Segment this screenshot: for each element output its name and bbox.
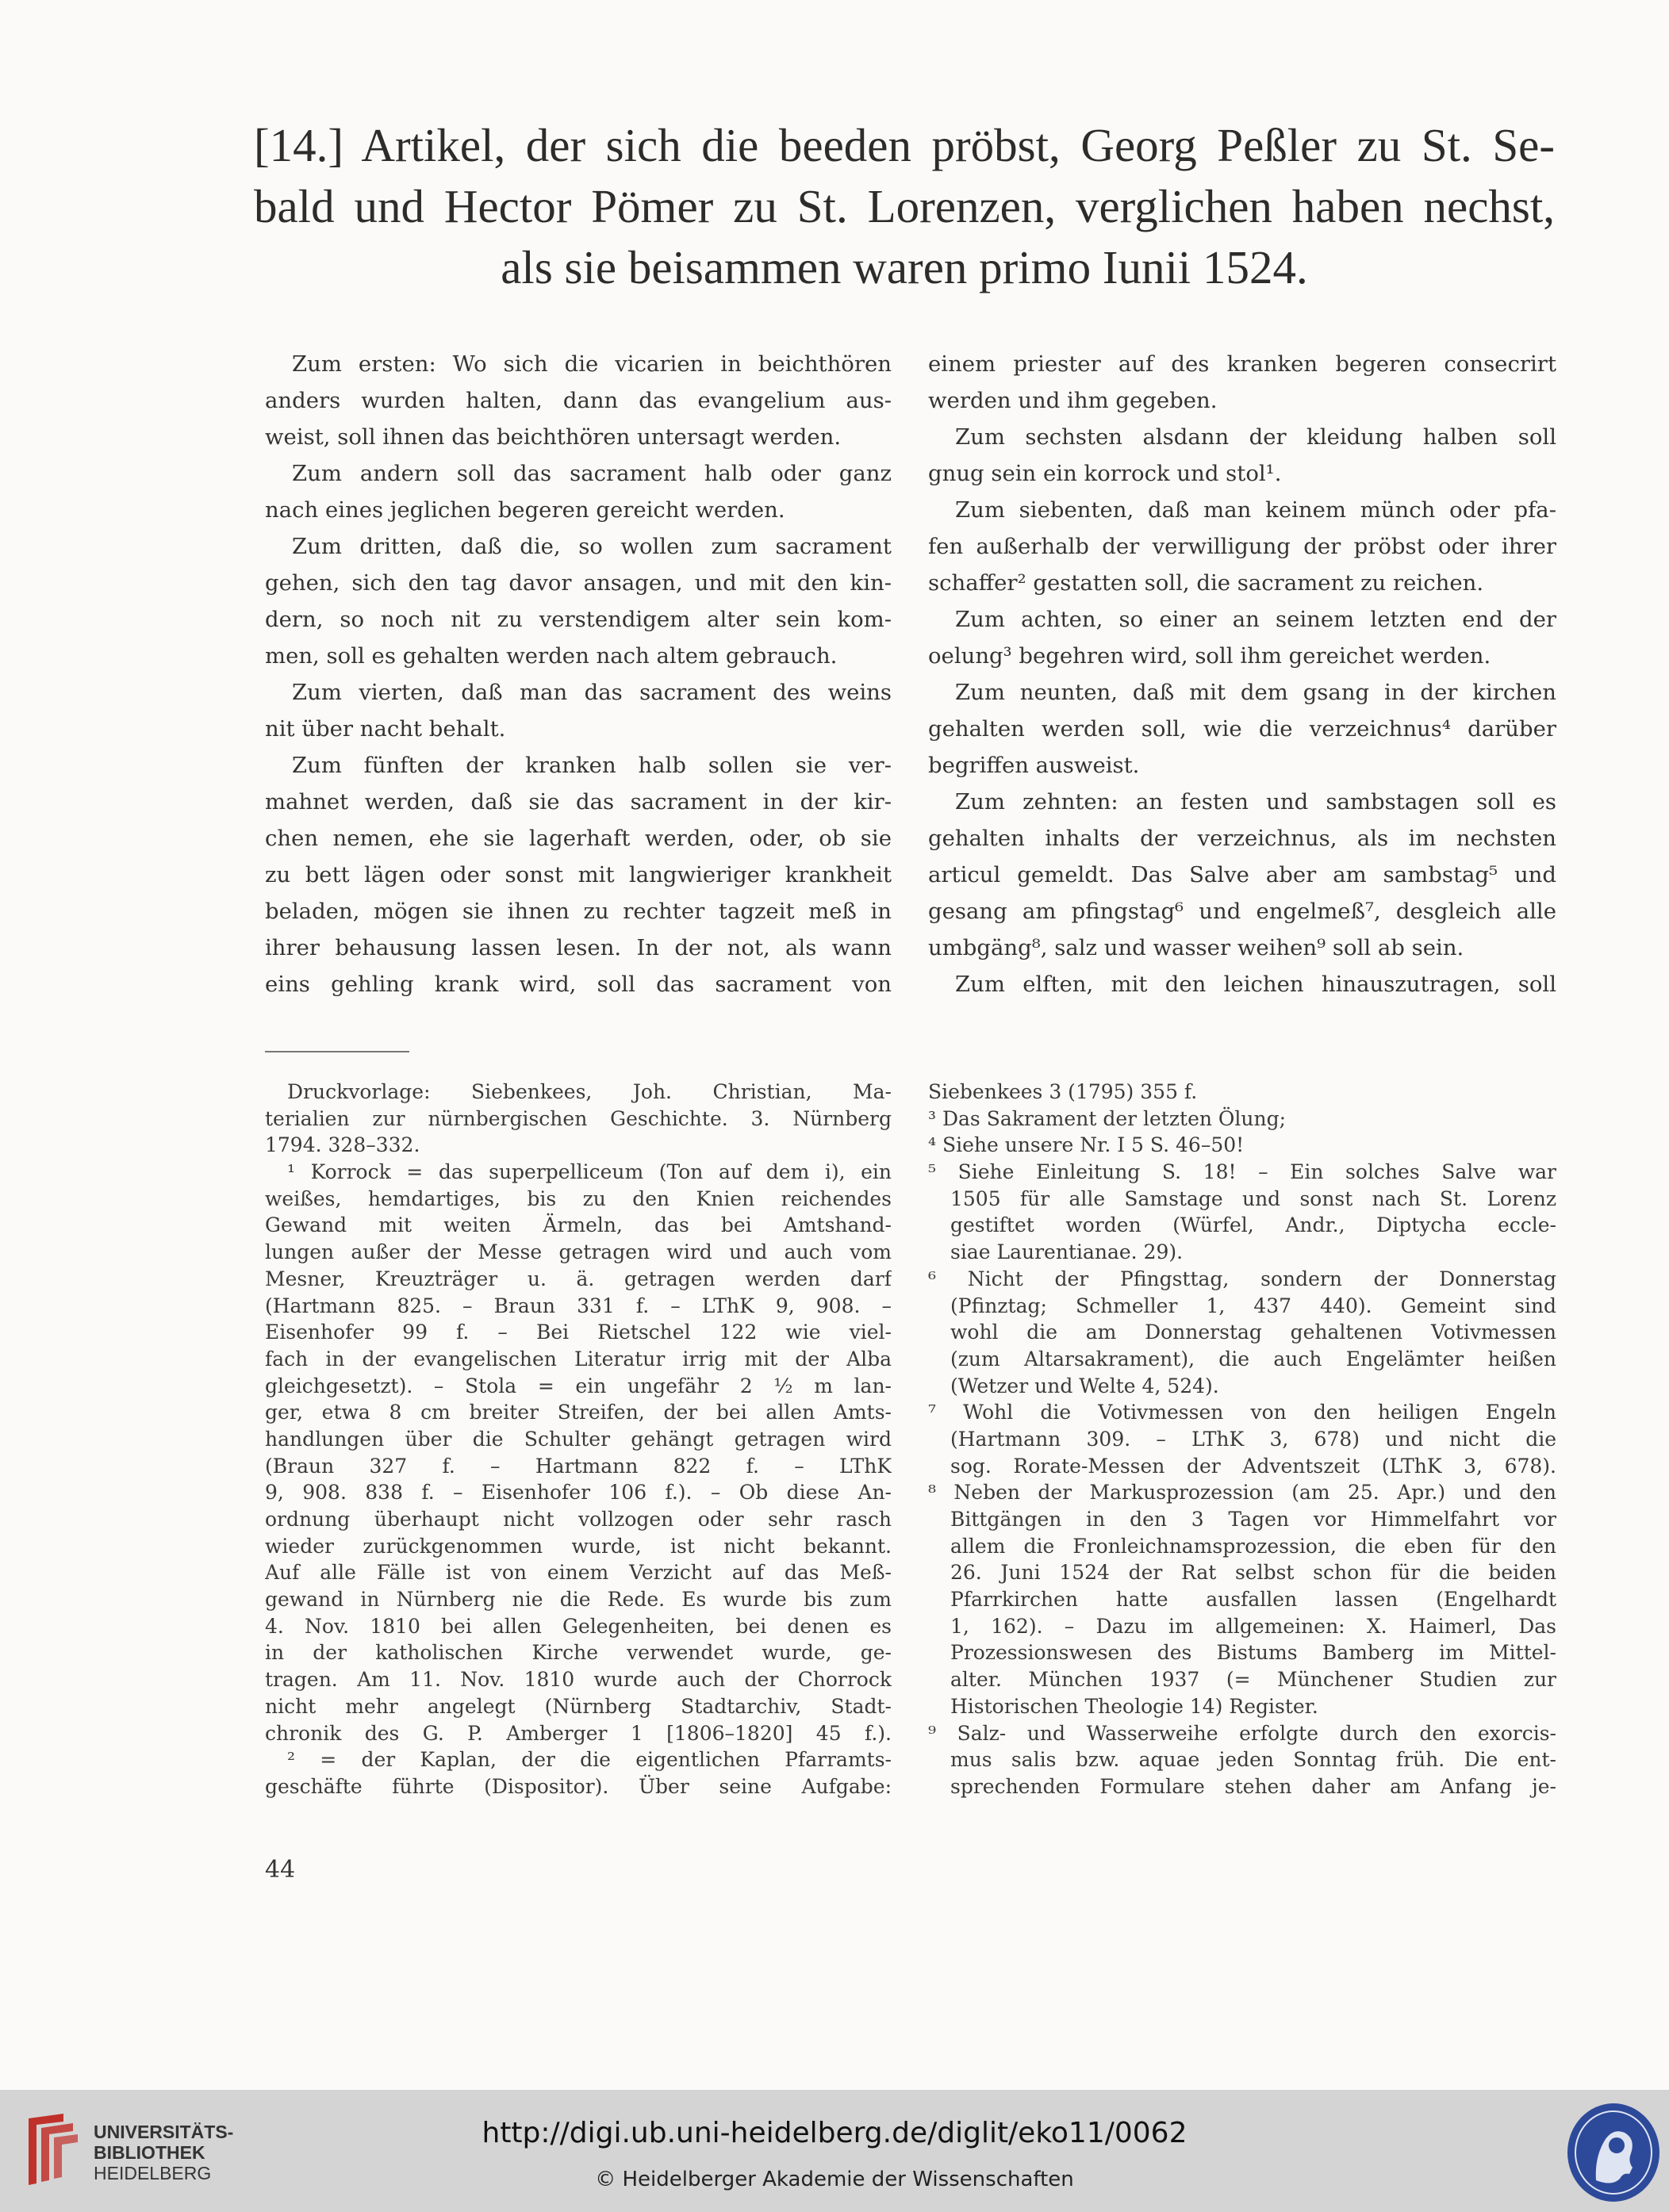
- footnote-line: terialien zur nürnbergischen Geschichte. 3. Nürnberg: [265, 1106, 892, 1130]
- footnote-line: ger, etwa 8 cm breiter Streifen, der bei allen Amts-: [265, 1401, 892, 1424]
- footnote-line: 4. Nov. 1810 bei allen Gelegenheiten, bei denen es: [265, 1614, 892, 1638]
- footnote-line: 9, 908. 838 f. – Eisenhofer 106 f.). – Ob diese An-: [265, 1481, 892, 1505]
- footnote-line: ⁵ Siehe Einleitung S. 18! – Ein solches Salve war: [928, 1160, 1556, 1184]
- footnote-line: (Hartmann 309. – LThK 3, 678) und nicht die: [950, 1427, 1556, 1451]
- footnote-line: ⁴ Siehe unsere Nr. I 5 S. 46–50!: [928, 1133, 1245, 1157]
- library-name-line: UNIVERSITÄTS-: [94, 2122, 234, 2142]
- text-line: Zum sechsten alsdann der kleidung halben soll: [955, 424, 1556, 450]
- footnote-line: 26. Juni 1524 der Rat selbst schon für die beiden: [950, 1561, 1556, 1585]
- text-line: Zum dritten, daß die, so wollen zum sacrament: [292, 534, 892, 559]
- text-line: gnug sein ein korrock und stol¹.: [928, 461, 1282, 486]
- text-line: articul gemeldt. Das Salve aber am sambstag⁵ und: [928, 862, 1556, 887]
- text-line: chen nemen, ehe sie lagerhaft werden, oder, ob sie: [265, 826, 892, 851]
- footnote-line: fach in der evangelischen Literatur irrig mit der Alba: [265, 1347, 892, 1371]
- text-line: beladen, mögen sie ihnen zu rechter tagzeit meß in: [265, 899, 892, 924]
- text-line: Zum achten, so einer an seinem letzten end der: [955, 607, 1556, 632]
- article-title: [254, 115, 1555, 298]
- text-line: Zum neunten, daß mit dem gsang in der kirchen: [955, 680, 1556, 705]
- text-line: fen außerhalb der verwilligung der pröbst oder ihrer: [928, 534, 1556, 559]
- footnotes-left: [265, 1079, 892, 1800]
- body-column-left: [265, 346, 892, 1002]
- footnote-line: Gewand mit weiten Ärmeln, das bei Amtshand-: [265, 1213, 892, 1237]
- footnote-line: mus salis bzw. aquae jeden Sonntag früh. Die ent-: [950, 1748, 1556, 1772]
- footnote-line: tragen. Am 11. Nov. 1810 wurde auch der Chorrock: [265, 1668, 892, 1692]
- text-line: gehalten werden soll, wie die verzeichnus⁴ darüber: [928, 716, 1556, 742]
- footnote-line: (Wetzer und Welte 4, 524).: [950, 1374, 1219, 1397]
- text-line: anders wurden halten, dann das evangelium aus-: [265, 388, 892, 413]
- footnote-line: 1505 für alle Samstage und sonst nach St. Lorenz: [950, 1187, 1556, 1210]
- library-name-line: BIBLIOTHEK: [94, 2142, 205, 2163]
- text-line: Zum siebenten, daß man keinem münch oder pfa-: [955, 497, 1556, 523]
- footnote-line: Mesner, Kreuzträger u. ä. getragen werden darf: [265, 1267, 892, 1290]
- title-line: als sie beisammen waren primo Iunii 1524.: [501, 241, 1308, 293]
- library-name-line: HEIDELBERG: [94, 2163, 212, 2183]
- page-number: 44: [265, 1856, 296, 1884]
- footnote-line: wohl die am Donnerstag gehaltenen Votivmessen: [950, 1321, 1556, 1344]
- footnote-line: ⁸ Neben der Markusprozession (am 25. Apr.) und den: [928, 1481, 1556, 1505]
- text-line: weist, soll ihnen das beichthören untersagt werden.: [265, 424, 842, 450]
- footnote-line: 1, 162). – Dazu im allgemeinen: X. Haimerl, Das: [950, 1614, 1556, 1638]
- footnote-line: chronik des G. P. Amberger 1 [1806–1820] 45 f.).: [265, 1721, 892, 1745]
- text-line: werden und ihm gegeben.: [928, 388, 1218, 413]
- footnote-line: Bittgängen in den 3 Tagen vor Himmelfahrt vor: [950, 1508, 1556, 1531]
- text-line: mahnet werden, daß sie das sacrament in der kir-: [265, 789, 892, 815]
- footnote-line: allem die Fronleichnamsprozession, die eben für den: [950, 1534, 1556, 1558]
- footnote-line: weißes, hemdartiges, bis zu den Knien reichendes: [265, 1187, 892, 1210]
- title-line: [14.] Artikel, der sich die beeden pröbst, Georg Peßler zu St. Se-: [254, 119, 1555, 171]
- text-line: gesang am pfingstag⁶ und engelmeß⁷, desgleich alle: [928, 899, 1556, 924]
- footnote-line: ¹ Korrock = das superpelliceum (Ton auf dem i), ein: [287, 1160, 892, 1184]
- text-line: begriffen ausweist.: [928, 753, 1140, 778]
- text-line: ihrer behausung lassen lesen. In der not, als wann: [265, 935, 892, 960]
- footnote-line: nicht mehr angelegt (Nürnberg Stadtarchiv, Stadt-: [265, 1694, 892, 1718]
- text-line: umbgäng⁸, salz und wasser weihen⁹ soll ab sein.: [928, 935, 1464, 960]
- footnote-line: gleichgesetzt). – Stola = ein ungefähr 2 ½ m lan-: [265, 1374, 892, 1397]
- footnote-line: gewand in Nürnberg nie die Rede. Es wurde bis zum: [265, 1588, 892, 1612]
- footnote-line: (Braun 327 f. – Hartmann 822 f. – LThK: [265, 1454, 892, 1478]
- text-line: zu bett lägen oder sonst mit langwieriger krankheit: [265, 862, 892, 887]
- title-line: bald und Hector Pömer zu St. Lorenzen, verglichen haben nechst,: [254, 180, 1555, 232]
- text-line: men, soll es gehalten werden nach altem gebrauch.: [265, 643, 838, 669]
- footnote-line: sprechenden Formulare stehen daher am Anfang je-: [950, 1774, 1556, 1798]
- digitization-footer: [0, 2090, 1669, 2212]
- footnote-line: Auf alle Fälle ist von einem Verzicht auf das Meß-: [265, 1561, 892, 1585]
- text-line: Zum andern soll das sacrament halb oder ganz: [292, 461, 892, 486]
- copyright-notice: © Heidelberger Akademie der Wissenschaften: [595, 2168, 1074, 2191]
- text-line: eins gehling krank wird, soll das sacrament von: [265, 972, 892, 997]
- text-line: dern, so noch nit zu verstendigem alter sein kom-: [265, 607, 892, 632]
- footnote-line: in der katholischen Kirche verwendet wurde, ge-: [265, 1641, 892, 1665]
- text-line: schaffer² gestatten soll, die sacrament zu reichen.: [928, 570, 1484, 596]
- footnote-line: ordnung überhaupt nicht vollzogen oder sehr rasch: [265, 1508, 892, 1531]
- text-line: Zum zehnten: an festen und sambstagen soll es: [955, 789, 1556, 815]
- text-line: oelung³ begehren wird, soll ihm gereichet werden.: [928, 643, 1491, 669]
- footnote-line: (zum Altarsakrament), die auch Engelämter heißen: [950, 1347, 1556, 1371]
- footnote-line: (Hartmann 825. – Braun 331 f. – LThK 9, 908. –: [265, 1294, 892, 1317]
- footnote-line: sog. Rorate-Messen der Adventszeit (LThK 3, 678).: [950, 1454, 1556, 1478]
- text-line: gehen, sich den tag davor ansagen, und mit den kin-: [265, 570, 892, 596]
- footnote-line: handlungen über die Schulter gehängt getragen wird: [265, 1427, 892, 1451]
- text-line: nach eines jeglichen begeren gereicht werden.: [265, 497, 785, 523]
- footnote-line: (Pfinztag; Schmeller 1, 437 440). Gemeint sind: [950, 1294, 1556, 1317]
- footnote-line: alter. München 1937 (= Münchener Studien zur: [950, 1668, 1556, 1692]
- footnote-line: lungen außer der Messe getragen wird und auch vom: [265, 1240, 892, 1264]
- academy-seal-icon: [1564, 2101, 1663, 2204]
- footnote-line: Eisenhofer 99 f. – Bei Rietschel 122 wie viel-: [265, 1321, 892, 1344]
- footnote-line: ⁶ Nicht der Pfingsttag, sondern der Donnerstag: [928, 1267, 1556, 1290]
- footnote-line: ⁷ Wohl die Votivmessen von den heiligen Engeln: [928, 1401, 1556, 1424]
- footnote-divider: [265, 1051, 409, 1052]
- footnote-line: ² = der Kaplan, der die eigentlichen Pfarramts-: [287, 1748, 892, 1772]
- footnote-line: Druckvorlage: Siebenkees, Joh. Christian, Ma-: [287, 1080, 892, 1103]
- body-column-right: [928, 346, 1556, 1002]
- text-line: Zum fünften der kranken halb sollen sie ver-: [292, 753, 892, 778]
- text-line: gehalten inhalts der verzeichnus, als im nechsten: [928, 826, 1556, 851]
- footnote-line: siae Laurentianae. 29).: [950, 1240, 1184, 1264]
- footnote-line: geschäfte führte (Dispositor). Über seine Aufgabe:: [265, 1774, 892, 1798]
- footnote-line: Prozessionswesen des Bistums Bamberg im Mittel-: [950, 1641, 1556, 1665]
- text-line: Zum elften, mit den leichen hinauszutragen, soll: [955, 972, 1556, 997]
- footnote-line: Siebenkees 3 (1795) 355 f.: [928, 1080, 1198, 1103]
- footnote-line: wieder zurückgenommen wurde, ist nicht bekannt.: [265, 1534, 892, 1558]
- footnote-line: ³ Das Sakrament der letzten Ölung;: [928, 1106, 1287, 1130]
- footnote-line: Historischen Theologie 14) Register.: [950, 1694, 1318, 1718]
- text-line: Zum ersten: Wo sich die vicarien in beichthören: [292, 351, 892, 377]
- text-line: einem priester auf des kranken begeren consecrirt: [928, 351, 1556, 377]
- footnote-line: ⁹ Salz- und Wasserweihe erfolgte durch den exorcis-: [928, 1721, 1556, 1745]
- footnote-line: 1794. 328–332.: [265, 1133, 420, 1157]
- footnote-line: gestiftet worden (Würfel, Andr., Diptycha eccle-: [950, 1213, 1556, 1237]
- footnote-line: Pfarrkirchen hatte ausfallen lassen (Engelhardt: [950, 1588, 1556, 1612]
- text-line: Zum vierten, daß man das sacrament des weins: [292, 680, 892, 705]
- source-url-link[interactable]: http://digi.ub.uni-heidelberg.de/diglit/eko11/0062: [482, 2117, 1187, 2149]
- text-line: nit über nacht behalt.: [265, 716, 506, 742]
- footnotes-right: [928, 1079, 1556, 1800]
